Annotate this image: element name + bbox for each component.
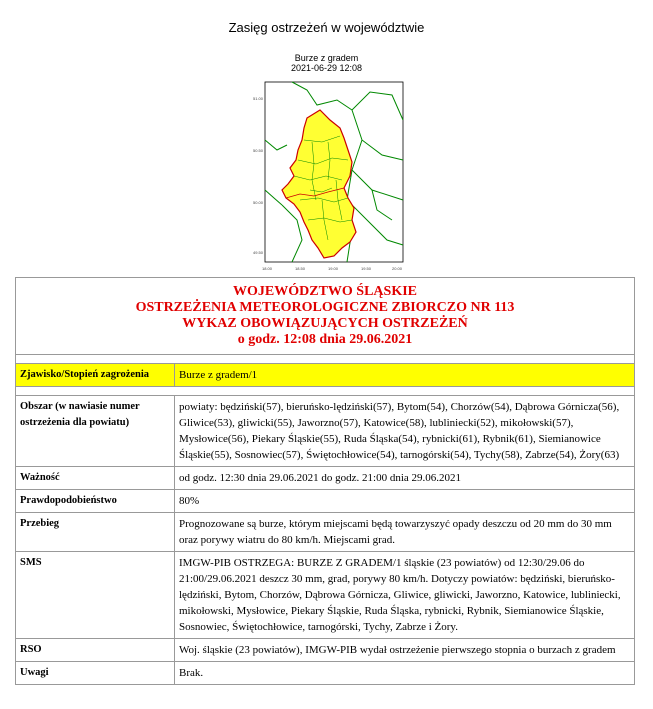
row-zjawisko [16,364,635,387]
page-title: Zasięg ostrzeżeń w województwie [228,20,425,35]
value-rso: Woj. śląskie (23 powiatów), IMGW-PIB wydał ostrzeżenie pierwszego stopnia o burzach z gradem [175,639,635,662]
header-list-title: WYKAZ OBOWIĄZUJĄCYCH OSTRZEŻEŃ [182,316,468,331]
y-label-3: 49.50 [253,250,264,255]
value-sms: IMGW-PIB OSTRZEGA: BURZE Z GRADEM/1 śląskie (23 powiatów) od 12:30/29.06 do 21:00/29.06.2021 deszcz 30 mm, grad, porywy 80 km/h. Dotyczy powiatów: będziński, bieruńsko-lędziński, Bytom, Chorzów, Dąbrowa Górnicza, Gliwice, gliwicki, Jaworzno, Katowice, lubliniecki, mikołowski, Mysłowice, Piekary Śląskie, Ruda Śląska, rybnicki, Rybnik, Siemianowice Śląskie, Sosnowiec, Świętochłowice, tarnogórski, Tychy, Zabrze i Żory. [175,552,635,639]
value-prawdopodobienstwo: 80% [175,490,635,513]
row-waznosc [16,467,635,490]
label-waznosc: Ważność [16,467,175,490]
value-uwagi: Brak. [175,662,635,685]
table-header [16,278,635,355]
map-caption [0,53,653,73]
x-label-2: 19.00 [328,266,339,271]
x-label-0: 18.00 [262,266,273,271]
label-sms: SMS [16,552,175,639]
label-przebieg: Przebieg [16,513,175,552]
row-sms [16,552,635,639]
x-label-3: 19.50 [361,266,372,271]
y-label-1: 50.50 [253,148,264,153]
y-label-2: 50.00 [253,200,264,205]
value-waznosc: od godz. 12:30 dnia 29.06.2021 do godz. 21:00 dnia 29.06.2021 [175,467,635,490]
warning-map-svg [252,80,407,275]
label-obszar: Obszar (w nawiasie numer ostrzeżenia dla powiatu) [16,396,175,467]
label-zjawisko: Zjawisko/Stopień zagrożenia [16,364,175,387]
label-prawdopodobienstwo: Prawdopodobieństwo [16,490,175,513]
row-rso [16,639,635,662]
warnings-table [15,277,635,685]
row-prawdopodobienstwo [16,490,635,513]
map-caption-phenomenon: Burze z gradem [294,53,359,63]
header-voivodeship: WOJEWÓDZTWO ŚLĄSKIE [233,284,417,299]
header-time: o godz. 12:08 dnia 29.06.2021 [237,332,413,347]
row-obszar [16,396,635,467]
warning-map [252,80,407,275]
header-row [16,278,635,355]
x-label-1: 18.50 [295,266,306,271]
y-label-0: 51.00 [253,96,264,101]
spacer-row [16,355,635,364]
map-caption-datetime: 2021-06-29 12:08 [290,63,363,73]
spacer-cell [16,355,635,364]
spacer-cell [16,387,635,396]
header-bulletin: OSTRZEŻENIA METEOROLOGICZNE ZBIORCZO NR 113 [135,300,515,315]
label-uwagi: Uwagi [16,662,175,685]
row-uwagi [16,662,635,685]
label-rso: RSO [16,639,175,662]
value-zjawisko: Burze z gradem/1 [175,364,635,387]
value-obszar: powiaty: będziński(57), bieruńsko-lędziński(57), Bytom(54), Chorzów(54), Dąbrowa Górnicza(56), Gliwice(53), gliwicki(55), Jaworzno(57), Katowice(58), lubliniecki(52), mikołowski(57), Mysłowice(56), Piekary Śląskie(55), Ruda Śląska(54), rybnicki(61), Rybnik(61), Siemianowice Śląskie(55), Sosnowiec(57), Świętochłowice(54), tarnogórski(54), Tychy(58), Zabrze(54), Żory(63) [175,396,635,467]
value-przebieg: Prognozowane są burze, którym miejscami będą towarzyszyć opady deszczu od 20 mm do 30 mm oraz porywy wiatru do 80 km/h. Miejscami grad. [175,513,635,552]
row-przebieg [16,513,635,552]
x-label-4: 20.00 [392,266,403,271]
spacer-row [16,387,635,396]
